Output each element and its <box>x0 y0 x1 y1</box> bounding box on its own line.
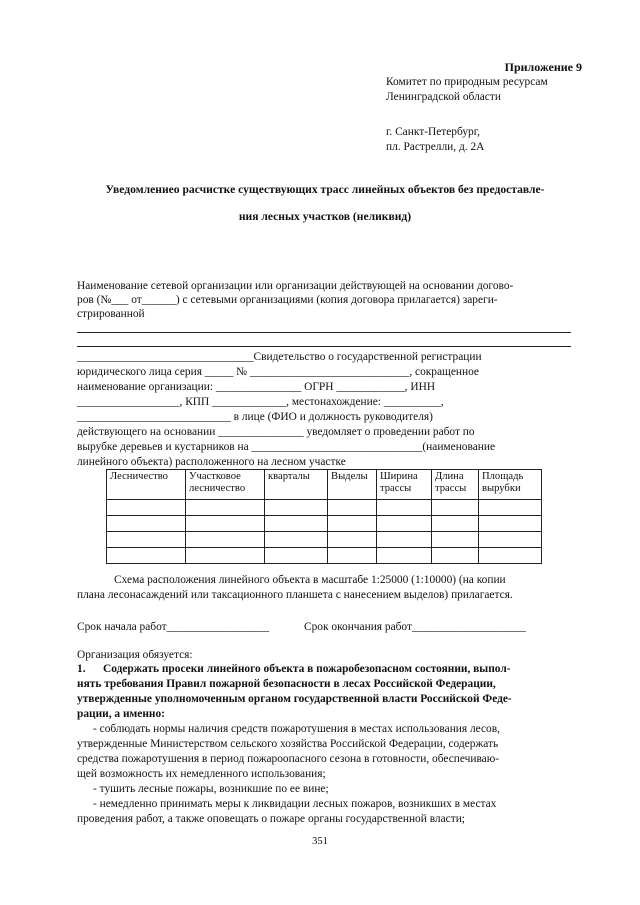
fire-means-line-4: щей возможность их немедленного использования; <box>77 768 326 780</box>
fire-means-line-3: средства пожаротушения в период пожароопасного сезона в готовности, обеспечиваю- <box>77 753 500 765</box>
obligation-1-line-3: утвержденные уполномоченным органом государственной власти Российской Феде- <box>77 693 512 705</box>
page-number: 351 <box>312 836 328 847</box>
intro-line-1: Наименование сетевой организации или организации действующей на основании догово- <box>77 280 514 292</box>
form-line-4: __________________, КПП _____________, местонахождение: __________, <box>77 396 444 408</box>
table-row[interactable] <box>107 532 542 548</box>
table-row[interactable] <box>107 516 542 532</box>
work-start-date[interactable]: Срок начала работ__________________ <box>77 621 270 633</box>
obligation-1-line-2: нять требования Правил пожарной безопасности в лесах Российской Федерации, <box>77 678 496 690</box>
scheme-line-1: Схема расположения линейного объекта в масштабе 1:25000 (1:10000) (на копии <box>114 574 506 586</box>
fire-response-line-1: - немедленно принимать меры к ликвидации лесных пожаров, возникших в местах <box>93 798 497 810</box>
forest-plot-table <box>106 469 542 564</box>
form-line-2: юридического лица серия _____ № ____________________________, сокращенное <box>77 366 479 378</box>
work-end-date[interactable]: Срок окончания работ____________________ <box>304 621 526 633</box>
extinguish-fires-line: - тушить лесные пожары, возникшие по ее вине; <box>93 783 329 795</box>
addressee-line-1: Комитет по природным ресурсам <box>386 76 548 88</box>
scheme-line-2: плана лесонасаждений или таксационного планшета с нанесением выделов) прилагается. <box>77 589 513 601</box>
table-header-cell: Участковое лесничество <box>186 470 265 500</box>
addressee-line-2: Ленинградской области <box>386 91 501 103</box>
table-row[interactable] <box>107 500 542 516</box>
table-header-cell: Выделы <box>328 470 377 500</box>
form-line-5: ___________________________ в лице (ФИО и должность руководителя) <box>77 411 433 423</box>
obligation-1-line-4: рации, а именно: <box>77 708 165 720</box>
header-block <box>386 60 606 155</box>
table-header-row <box>107 470 542 500</box>
form-line-1: _______________________________Свидетельство о государственной регистрации <box>77 351 482 363</box>
intro-line-3: стрированной <box>77 308 145 320</box>
obligation-1-line-1: Содержать просеки линейного объекта в пожаробезопасном состоянии, выпол- <box>103 663 511 675</box>
intro-line-2: ров (№___ от______) с сетевыми организациями (копия договора прилагается) зареги- <box>77 294 498 306</box>
address-street: пл. Растрелли, д. 2А <box>386 141 485 153</box>
address-city: г. Санкт-Петербург, <box>386 126 480 138</box>
table-header-cell: Ширина трассы <box>377 470 432 500</box>
fire-means-line-1: - соблюдать нормы наличия средств пожаротушения в местах использования лесов, <box>93 723 500 735</box>
obligation-1-number: 1. <box>77 663 86 675</box>
appendix-label: Приложение 9 <box>504 60 582 74</box>
blank-line-1[interactable] <box>77 332 571 333</box>
table-header-cell: Лесничество <box>107 470 186 500</box>
table-header-cell: кварталы <box>265 470 328 500</box>
fire-response-line-2: проведения работ, а также оповещать о пожаре органы государственной власти; <box>77 813 465 825</box>
form-line-6: действующего на основании _______________ уведомляет о проведении работ по <box>77 426 475 438</box>
blank-line-2[interactable] <box>77 346 571 347</box>
table-header-cell: Площадь вырубки <box>479 470 542 500</box>
document-title-line-1: Уведомлениео расчистке существующих трасс линейных объектов без предоставле- <box>105 183 545 196</box>
obligations-intro: Организация обязуется: <box>77 649 193 661</box>
form-line-7: вырубке деревьев и кустарников на ______________________________(наименование <box>77 441 496 453</box>
table-row[interactable] <box>107 548 542 564</box>
table-header-cell: Длина трассы <box>432 470 479 500</box>
fire-means-line-2: утвержденные Министерством сельского хозяйства Российской Федерации, содержать <box>77 738 499 750</box>
form-line-3: наименование организации: _______________ ОГРН ____________, ИНН <box>77 381 436 393</box>
document-title-line-2: ния лесных участков (неликвид) <box>238 210 412 223</box>
form-line-8: линейного объекта) расположенного на лесном участке <box>77 456 346 468</box>
